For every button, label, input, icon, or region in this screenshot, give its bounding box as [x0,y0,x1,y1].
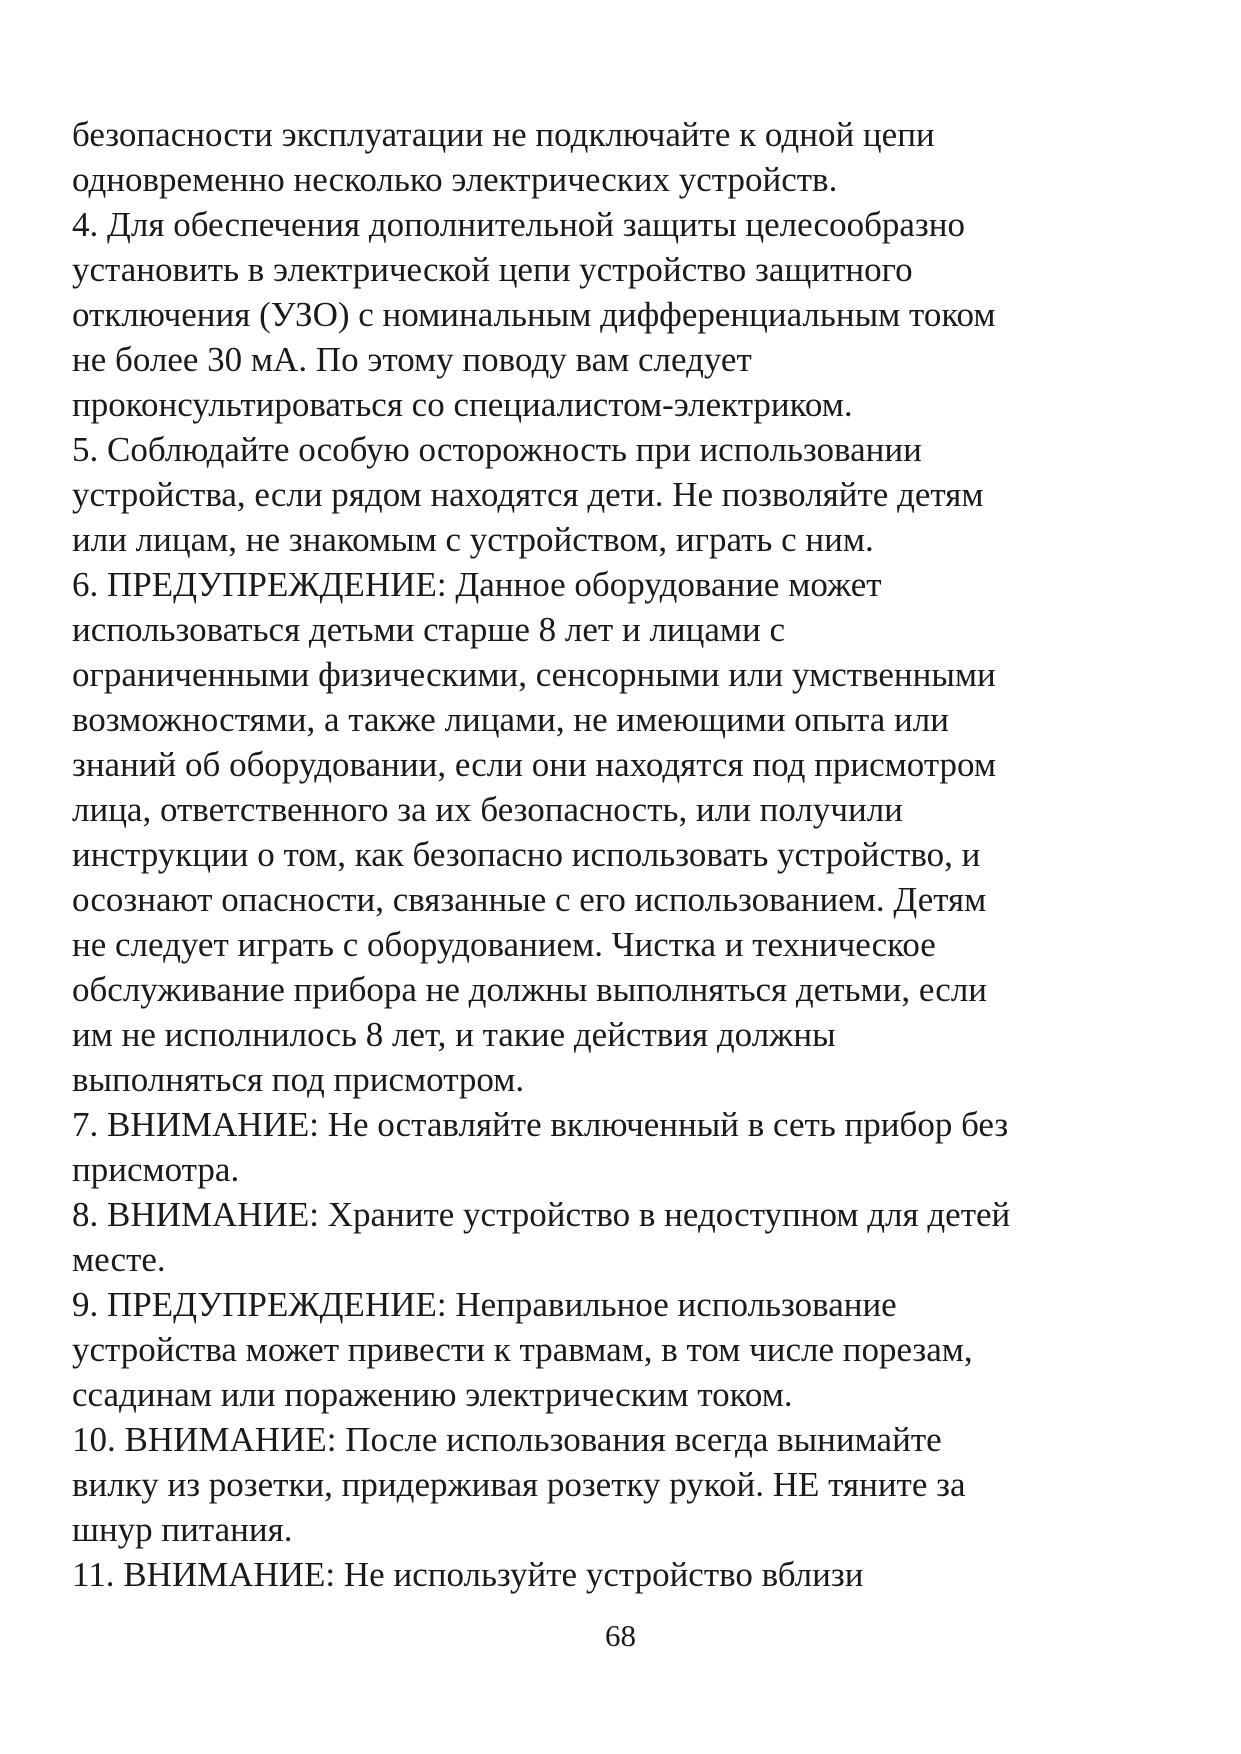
paragraph-safety-continuation [72,112,1182,202]
paragraph-item-5 [72,427,1182,562]
text-line: шнур питания. [72,1510,293,1549]
text-line: 8. ВНИМАНИЕ: Храните устройство в недоступном для детей [72,1195,1011,1234]
paragraph-item-6 [72,562,1182,1102]
text-line: или лицам, не знакомым с устройством, играть с ним. [72,520,874,559]
paragraph-item-8 [72,1192,1182,1282]
text-line: обслуживание прибора не должны выполняться детьми, если [72,970,988,1009]
text-line: одновременно несколько электрических устройств. [72,160,838,199]
text-line: выполняться под присмотром. [72,1060,525,1099]
text-line: им не исполнилось 8 лет, и такие действия должны [72,1015,836,1054]
paragraph-item-7 [72,1102,1182,1192]
text-line: лица, ответственного за их безопасность, или получили [72,790,903,829]
paragraph-item-4 [72,202,1182,427]
text-line: инструкции о том, как безопасно использовать устройство, и [72,835,981,874]
text-line: ограниченными физическими, сенсорными или умственными [72,655,996,694]
text-line: знаний об оборудовании, если они находятся под присмотром [72,745,997,784]
text-line: не следует играть с оборудованием. Чистка и техническое [72,925,936,964]
text-line: 7. ВНИМАНИЕ: Не оставляйте включенный в сеть прибор без [72,1105,1009,1144]
text-line: установить в электрической цепи устройство защитного [72,250,913,289]
text-line: осознают опасности, связанные с его использованием. Детям [72,880,987,919]
text-line: проконсультироваться со специалистом-электриком. [72,385,853,424]
text-line: 11. ВНИМАНИЕ: Не используйте устройство вблизи [72,1555,864,1594]
text-line: 6. ПРЕДУПРЕЖДЕНИЕ: Данное оборудование может [72,565,882,604]
text-line: присмотра. [72,1150,240,1189]
text-line: вилку из розетки, придерживая розетку рукой. НЕ тяните за [72,1465,966,1504]
paragraph-item-11 [72,1552,1182,1597]
paragraph-item-9 [72,1282,1182,1417]
text-line: 9. ПРЕДУПРЕЖДЕНИЕ: Неправильное использование [72,1285,897,1324]
text-line: 5. Соблюдайте особую осторожность при использовании [72,430,922,469]
document-page [72,112,1182,1597]
text-line: устройства, если рядом находятся дети. Не позволяйте детям [72,475,984,514]
text-line: 10. ВНИМАНИЕ: После использования всегда вынимайте [72,1420,942,1459]
text-line: безопасности эксплуатации не подключайте к одной цепи [72,115,935,154]
text-line: 4. Для обеспечения дополнительной защиты целесообразно [72,205,965,244]
text-line: использоваться детьми старше 8 лет и лицами с [72,610,786,649]
text-line: отключения (УЗО) с номинальным дифференциальным током [72,295,996,334]
text-line: устройства может привести к травмам, в том числе порезам, [72,1330,973,1369]
page-number: 68 [605,1618,636,1653]
text-line: месте. [72,1240,166,1279]
paragraph-item-10 [72,1417,1182,1552]
text-line: возможностями, а также лицами, не имеющими опыта или [72,700,949,739]
text-line: не более 30 мА. По этому поводу вам следует [72,340,752,379]
text-line: ссадинам или поражению электрическим током. [72,1375,793,1414]
